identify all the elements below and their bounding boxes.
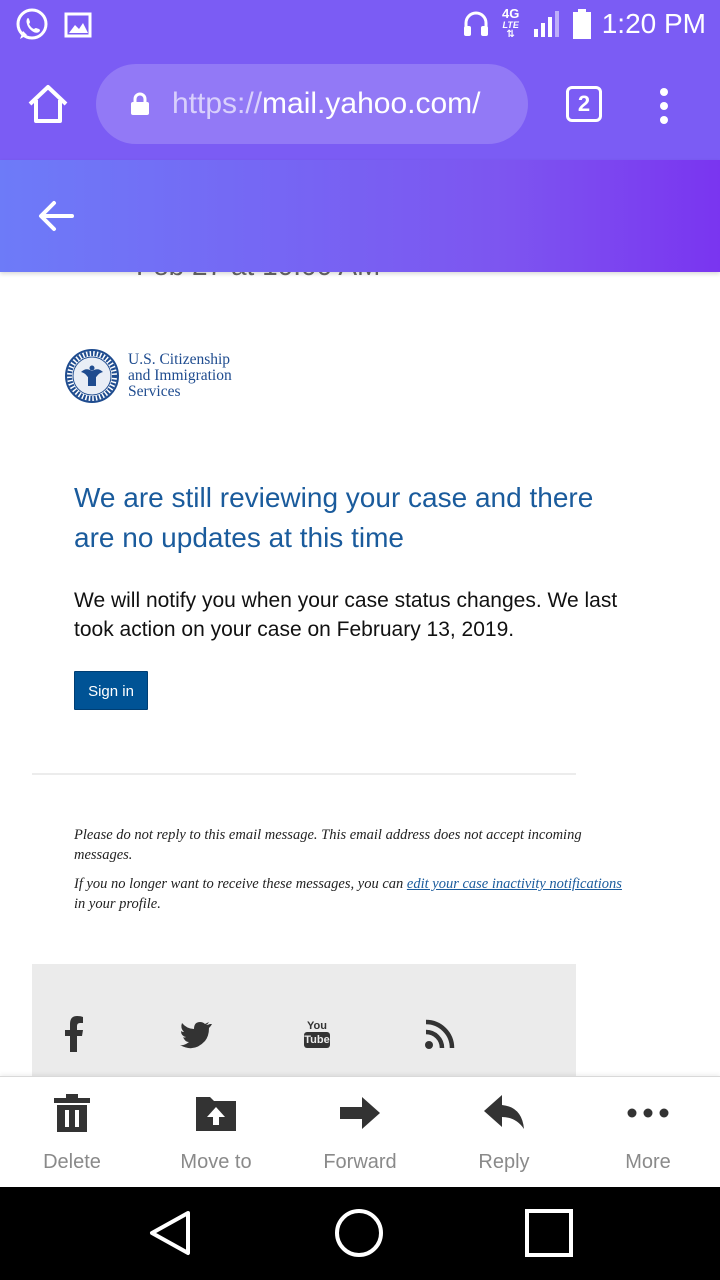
recents-square-icon[interactable] [523, 1207, 575, 1259]
headset-icon [462, 9, 490, 39]
battery-icon [572, 8, 592, 40]
youtube-icon[interactable] [304, 1020, 330, 1050]
dhs-seal-icon [64, 348, 120, 404]
sign-in-button[interactable]: Sign in [74, 671, 148, 710]
reply-label: Reply [478, 1151, 530, 1173]
trash-icon [50, 1093, 94, 1133]
back-arrow-icon[interactable] [36, 198, 76, 234]
network-type: 4G [502, 6, 520, 21]
unsubscribe-prefix: If you no longer want to receive these messages, you can [74, 876, 407, 892]
reply-arrow-icon [482, 1093, 526, 1133]
status-bar [0, 0, 720, 50]
twitter-icon[interactable] [180, 1020, 210, 1048]
lock-icon [130, 92, 150, 116]
tab-switcher-button[interactable]: 2 [566, 86, 602, 122]
agency-line-1: U.S. Citizenship [128, 351, 231, 368]
signal-icon [532, 9, 562, 39]
home-icon[interactable] [26, 82, 70, 126]
network-indicator [500, 7, 522, 41]
more-button[interactable] [576, 1077, 720, 1188]
move-to-button[interactable] [144, 1077, 288, 1188]
delete-label: Delete [43, 1151, 101, 1173]
facebook-icon[interactable] [64, 1016, 84, 1052]
back-triangle-icon[interactable] [144, 1207, 196, 1259]
delete-button[interactable] [0, 1077, 144, 1188]
agency-line-2: and Immigration [128, 367, 232, 384]
uscis-logo [64, 348, 232, 404]
email-message: We will notify you when your case status changes. We last took action on your case on February 13, 2019. [74, 589, 618, 641]
data-arrows-icon: ⇅ [506, 29, 515, 40]
system-nav-bar [0, 1187, 720, 1280]
browser-toolbar [0, 50, 720, 160]
whatsapp-icon [14, 7, 50, 43]
email-body [0, 272, 720, 1076]
clock: 1:20 PM [601, 8, 706, 39]
forward-arrow-icon [338, 1093, 382, 1133]
edit-notifications-link[interactable]: edit your case inactivity notifications [406, 876, 622, 892]
forward-button[interactable] [288, 1077, 432, 1188]
url-scheme: https:// [172, 87, 263, 120]
mail-header [0, 160, 720, 272]
rss-icon[interactable] [424, 1020, 454, 1050]
overflow-menu-icon[interactable] [650, 86, 678, 126]
reply-button[interactable] [432, 1077, 576, 1188]
more-label: More [625, 1151, 671, 1173]
email-headline: We are still reviewing your case and there are no updates at this time [74, 482, 594, 553]
divider [32, 773, 576, 775]
url-host: mail.yahoo.com/ [262, 87, 481, 120]
unsubscribe-suffix: in your profile. [74, 896, 161, 912]
move-folder-icon [194, 1093, 238, 1133]
network-subtype: LTE [502, 20, 519, 30]
more-dots-icon [626, 1093, 670, 1133]
agency-name [128, 352, 232, 400]
gallery-icon [64, 12, 92, 38]
move-to-label: Move to [180, 1151, 252, 1173]
no-reply-notice: Please do not reply to this email message. This email address does not accept incoming messages. [74, 827, 582, 863]
youtube-text-bottom: Tube [304, 1034, 330, 1046]
youtube-text-top: You [307, 1020, 327, 1032]
forward-label: Forward [323, 1151, 397, 1173]
unsubscribe-notice [74, 874, 634, 914]
address-bar[interactable] [96, 64, 528, 144]
email-action-bar [0, 1076, 720, 1187]
social-links [32, 964, 576, 1076]
url-text [172, 82, 480, 126]
agency-line-3: Services [128, 383, 181, 400]
home-circle-icon[interactable] [333, 1207, 385, 1259]
